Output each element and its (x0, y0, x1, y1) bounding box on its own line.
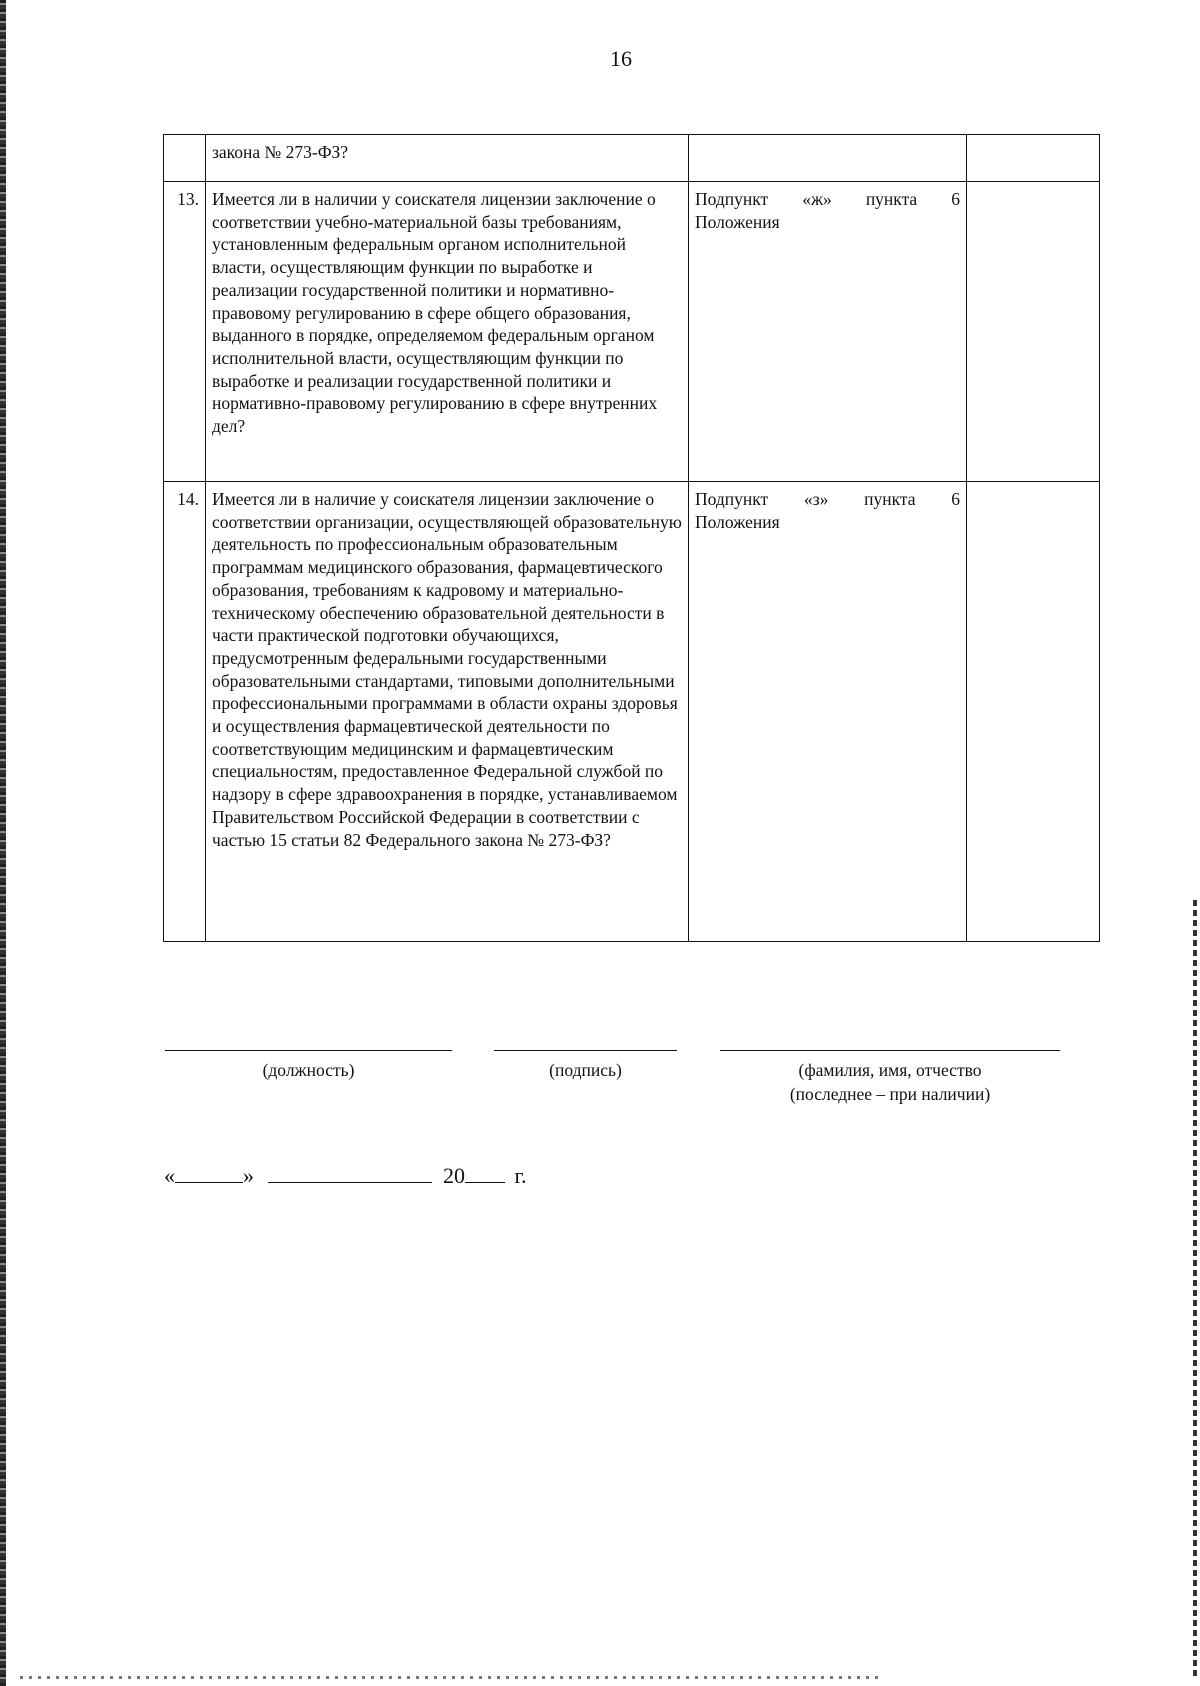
date-close-quote: » (243, 1163, 254, 1188)
reference-line-2: Положения (695, 211, 780, 232)
signature-caption: (подпись) (549, 1060, 622, 1080)
table-row (164, 482, 1100, 942)
row-question: закона № 273-ФЗ? (206, 135, 689, 182)
year-suffix: г. (514, 1163, 527, 1188)
checklist-table (163, 134, 1100, 942)
table-row (164, 182, 1100, 482)
date-open-quote: « (164, 1163, 175, 1188)
reference-line-2: Положения (695, 511, 780, 532)
full-name-line[interactable] (720, 1050, 1060, 1051)
scan-edge-bottom (20, 1676, 880, 1679)
date-line (164, 1162, 527, 1189)
position-line[interactable] (165, 1050, 452, 1051)
row-note (967, 482, 1100, 942)
row-reference (689, 135, 967, 182)
page-number: 16 (610, 46, 632, 71)
row-note (967, 135, 1100, 182)
full-name-caption-line-1: (фамилия, имя, отчество (798, 1060, 982, 1080)
scan-edge-left (0, 0, 6, 1686)
scan-edge-right (1193, 900, 1197, 1680)
day-blank[interactable] (175, 1162, 243, 1183)
signature-line[interactable] (494, 1050, 677, 1051)
reference-line-1: Подпункт «ж» пункта 6 (695, 189, 960, 209)
full-name-caption (720, 1058, 1060, 1106)
row-reference (689, 482, 967, 942)
year-blank[interactable] (465, 1162, 505, 1183)
row-number: 13. (164, 182, 206, 482)
row-question: Имеется ли в наличие у соискателя лицензии заключение о соответствии организации, осуществляющей образовательную деятельность по профессиональным образовательным программам медицинского образования, фармацевтического образования, требованиям к кадровому и материально-техническому обеспечению образовательной деятельности в части практической подготовки обучающихся, предусмотренным федеральными государственными образовательными стандартами, типовыми дополнительными профессиональными программами в области охраны здоровья и осуществления фармацевтической деятельности по соответствующим медицинским и фармацевтическим специальностям, предоставленное Федеральной службой по надзору в сфере здравоохранения в порядке, устанавливаемом Правительством Российской Федерации в соответствии с частью 15 статьи 82 Федерального закона № 273-ФЗ? (206, 482, 689, 942)
row-question: Имеется ли в наличии у соискателя лицензии заключение о соответствии учебно-материальной базы требованиям, установленным федеральным органом исполнительной власти, осуществляющим функции по выработке и реализации государственной политики и нормативно-правовому регулированию в сфере общего образования, выданного в порядке, определяемом федеральным органом исполнительной власти, осуществляющим функции по выработке и реализации государственной политики и нормативно-правовому регулированию в сфере внутренних дел? (206, 182, 689, 482)
year-prefix: 20 (443, 1163, 465, 1188)
table-row (164, 135, 1100, 182)
row-number (164, 135, 206, 182)
row-note (967, 182, 1100, 482)
reference-line-1: Подпункт «з» пункта 6 (695, 489, 960, 509)
row-reference (689, 182, 967, 482)
position-caption: (должность) (262, 1060, 355, 1080)
row-number: 14. (164, 482, 206, 942)
full-name-caption-line-2: (последнее – при наличии) (789, 1084, 991, 1104)
month-blank[interactable] (268, 1162, 432, 1183)
signature-block (0, 1050, 1200, 1140)
